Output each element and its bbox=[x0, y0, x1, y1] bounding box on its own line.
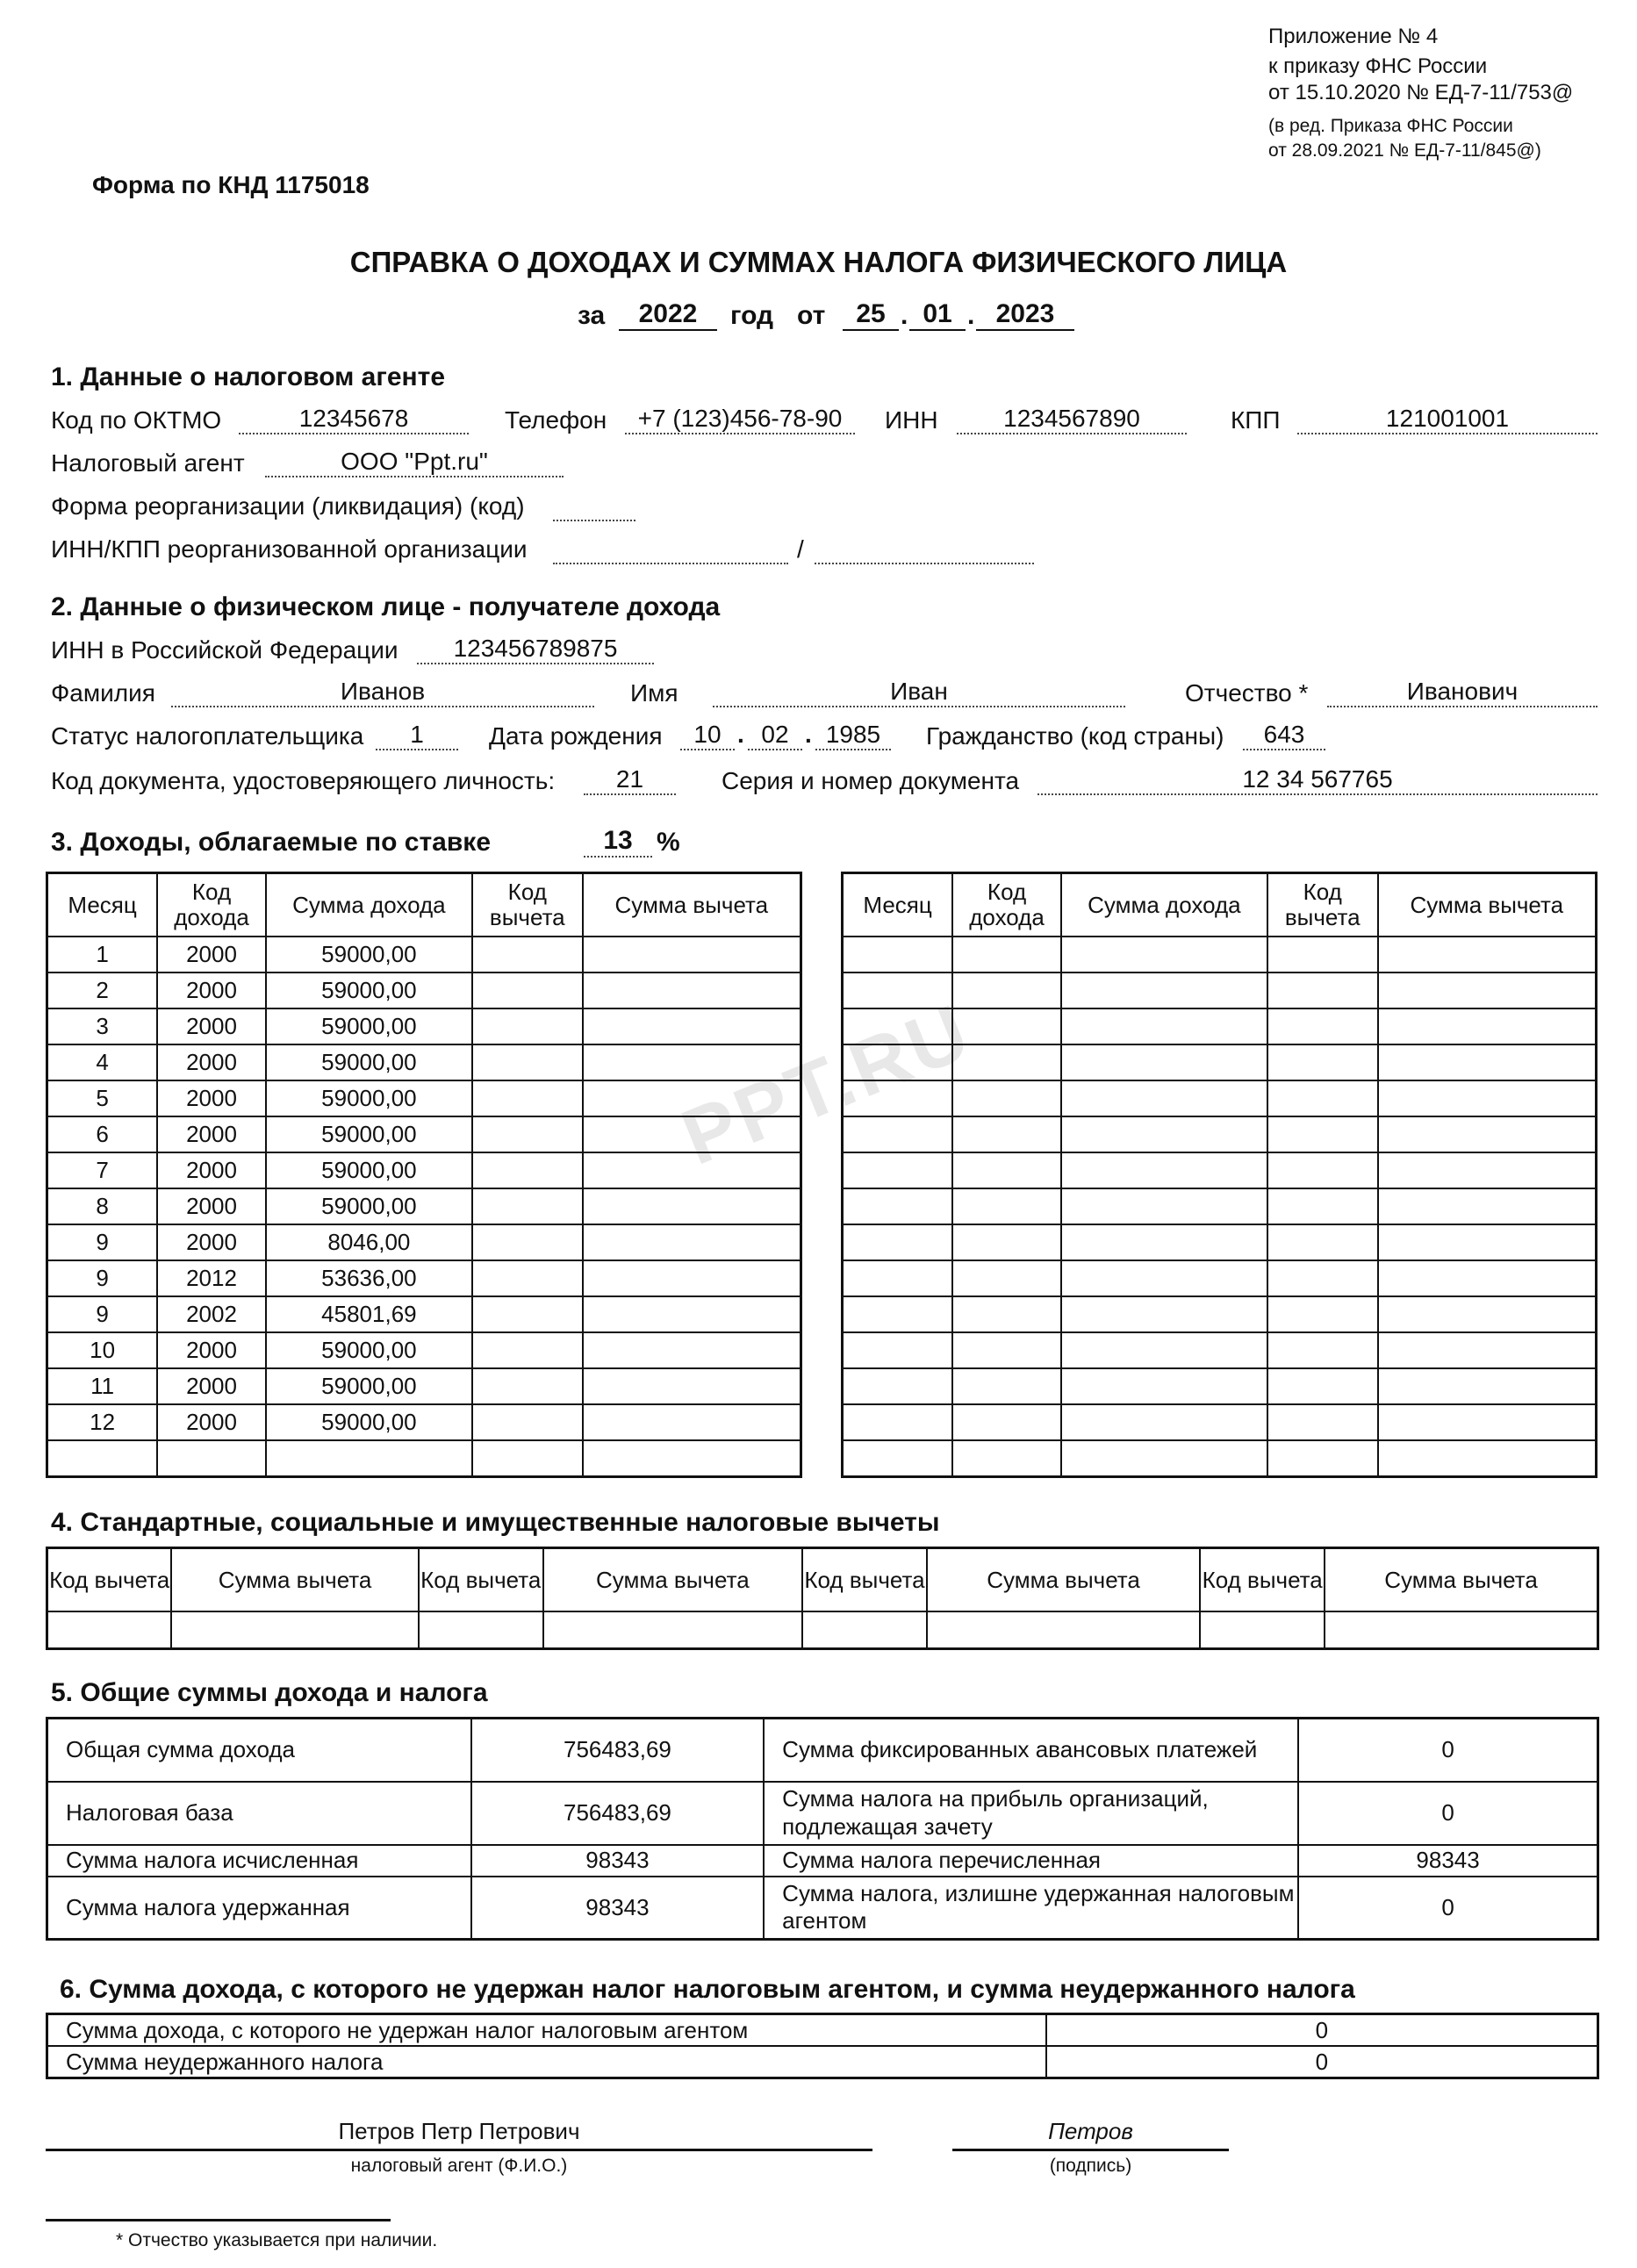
tax-withheld-label: Сумма налога удержанная bbox=[47, 1877, 471, 1940]
profit-tax-label: Сумма налога на прибыль организаций, подлежащая зачету bbox=[764, 1782, 1298, 1845]
cell-deduction-sum bbox=[583, 1008, 801, 1044]
table-row bbox=[47, 1296, 801, 1332]
cell-deduction-code bbox=[472, 1404, 583, 1440]
header-month: Месяц bbox=[843, 873, 953, 937]
table-row bbox=[843, 1296, 1597, 1332]
deduction-sum-header-2: Сумма вычета bbox=[543, 1548, 802, 1612]
cell-code: 2012 bbox=[157, 1260, 266, 1296]
name-field[interactable]: Иван bbox=[713, 678, 1125, 707]
kpp-label: КПП bbox=[1231, 406, 1281, 434]
header-deduction-sum: Сумма вычета bbox=[1378, 873, 1597, 937]
signature-text: Петров bbox=[1048, 2118, 1133, 2144]
section6-heading: 6. Сумма дохода, с которого не удержан налог налоговым агентом, и сумма неудержанного налога bbox=[60, 1975, 1355, 2004]
period-ot-label: от bbox=[797, 301, 826, 330]
table-row bbox=[843, 1224, 1597, 1260]
cell-code: 2000 bbox=[157, 1188, 266, 1224]
table-row bbox=[47, 1044, 801, 1080]
cell-code: 2002 bbox=[157, 1296, 266, 1332]
table-row bbox=[843, 1368, 1597, 1404]
doc-code-field[interactable]: 21 bbox=[584, 765, 676, 795]
table-row bbox=[47, 1260, 801, 1296]
agent-inn-field[interactable]: 1234567890 bbox=[957, 405, 1187, 434]
deductions-table bbox=[46, 1547, 1599, 1650]
birth-dot-2: . bbox=[805, 721, 812, 748]
oktmo-label: Код по ОКТМО bbox=[51, 406, 222, 434]
table-row bbox=[47, 1224, 801, 1260]
cell-month: 9 bbox=[47, 1296, 158, 1332]
table-row bbox=[47, 1008, 801, 1044]
cell-deduction-sum bbox=[583, 1152, 801, 1188]
income-table-right bbox=[841, 872, 1598, 1478]
cell-deduction-sum bbox=[583, 937, 801, 973]
form-code: Форма по КНД 1175018 bbox=[92, 171, 370, 198]
table-row bbox=[47, 973, 801, 1008]
cell-sum: 59000,00 bbox=[266, 1008, 472, 1044]
cell-code: 2000 bbox=[157, 1368, 266, 1404]
oktmo-field[interactable]: 12345678 bbox=[239, 405, 469, 434]
cell-deduction-code bbox=[472, 1188, 583, 1224]
tax-excess-label: Сумма налога, излишне удержанная налоговым агентом bbox=[764, 1877, 1298, 1940]
deduction-code-header-2: Код вычета bbox=[419, 1548, 543, 1612]
citizenship-label: Гражданство (код страны) bbox=[926, 722, 1224, 750]
deduction-sum-header-1: Сумма вычета bbox=[171, 1548, 418, 1612]
period-za-label: за bbox=[578, 301, 606, 330]
doc-code-label: Код документа, удостоверяющего личность: bbox=[51, 767, 556, 794]
table-row bbox=[843, 1152, 1597, 1188]
cell-sum: 59000,00 bbox=[266, 1044, 472, 1080]
cell-month: 6 bbox=[47, 1116, 158, 1152]
cell-deduction-code bbox=[472, 1224, 583, 1260]
tax-rate-field[interactable]: 13 bbox=[584, 826, 652, 858]
period-dot-2: . bbox=[967, 301, 975, 330]
percent-sign: % bbox=[657, 828, 680, 857]
cell-month: 2 bbox=[47, 973, 158, 1008]
reorg-form-label: Форма реорганизации (ликвидация) (код) bbox=[51, 492, 525, 520]
tax-calc-value: 98343 bbox=[471, 1845, 764, 1877]
signature-line bbox=[952, 2149, 1229, 2151]
table-row bbox=[843, 1260, 1597, 1296]
table-row bbox=[47, 1368, 801, 1404]
cell-code: 2000 bbox=[157, 1332, 266, 1368]
cell-code: 2000 bbox=[157, 1152, 266, 1188]
table-row bbox=[843, 1404, 1597, 1440]
table-row bbox=[843, 1008, 1597, 1044]
total-income-value: 756483,69 bbox=[471, 1719, 764, 1782]
cell-sum: 53636,00 bbox=[266, 1260, 472, 1296]
cell-sum: 59000,00 bbox=[266, 1332, 472, 1368]
tax-not-withheld-label: Сумма неудержанного налога bbox=[47, 2046, 1046, 2078]
section3-heading: 3. Доходы, облагаемые по ставке bbox=[51, 828, 492, 857]
birth-year-field[interactable]: 1985 bbox=[815, 721, 891, 750]
appendix-line-4: (в ред. Приказа ФНС России bbox=[1268, 116, 1513, 136]
cell-month: 12 bbox=[47, 1404, 158, 1440]
header-deduction-code: Код вычета bbox=[472, 873, 583, 937]
tax-withheld-value: 98343 bbox=[471, 1877, 764, 1940]
cell-deduction-sum bbox=[583, 1332, 801, 1368]
cell-deduction-sum bbox=[583, 1044, 801, 1080]
phone-field[interactable]: +7 (123)456-78-90 bbox=[625, 405, 855, 434]
cell-deduction-code bbox=[472, 1116, 583, 1152]
cell-code: 2000 bbox=[157, 1404, 266, 1440]
table-row bbox=[843, 1332, 1597, 1368]
table-row bbox=[843, 973, 1597, 1008]
cell-sum bbox=[266, 1440, 472, 1477]
cell-deduction-sum bbox=[583, 1260, 801, 1296]
cell-month: 9 bbox=[47, 1224, 158, 1260]
cell-sum: 59000,00 bbox=[266, 973, 472, 1008]
table-row bbox=[47, 937, 801, 973]
reorg-innkpp-label: ИНН/КПП реорганизованной организации bbox=[51, 535, 528, 563]
signature-caption: (подпись) bbox=[1049, 2156, 1132, 2176]
header-deduction-sum: Сумма вычета bbox=[583, 873, 801, 937]
person-inn-field[interactable]: 123456789875 bbox=[417, 635, 654, 664]
watermark: PPT.RU bbox=[670, 987, 984, 1182]
period-year: 2022 bbox=[619, 299, 717, 331]
section2-heading: 2. Данные о физическом лице - получателе дохода bbox=[51, 592, 721, 621]
period-dot-1: . bbox=[901, 301, 908, 330]
citizenship-field[interactable]: 643 bbox=[1243, 721, 1325, 750]
table-row bbox=[47, 1080, 801, 1116]
cell-code: 2000 bbox=[157, 973, 266, 1008]
cell-deduction-code bbox=[472, 1152, 583, 1188]
surname-field[interactable]: Иванов bbox=[171, 678, 594, 707]
table-row bbox=[843, 1080, 1597, 1116]
table-row bbox=[47, 1404, 801, 1440]
birth-dot-1: . bbox=[737, 721, 744, 748]
income-table-left bbox=[46, 872, 802, 1478]
cell-sum: 45801,69 bbox=[266, 1296, 472, 1332]
appendix-line-1: Приложение № 4 bbox=[1268, 25, 1439, 48]
total-income-label: Общая сумма дохода bbox=[47, 1719, 471, 1782]
deduction-sum-header-4: Сумма вычета bbox=[1325, 1548, 1598, 1612]
table-row bbox=[47, 1440, 801, 1477]
cell-deduction-sum bbox=[583, 1188, 801, 1224]
period-month: 01 bbox=[909, 299, 966, 331]
table-row bbox=[47, 1152, 801, 1188]
footnote-divider bbox=[46, 2219, 391, 2221]
cell-code: 2000 bbox=[157, 1116, 266, 1152]
agent-inn-label: ИНН bbox=[885, 406, 938, 434]
cell-deduction-sum bbox=[583, 1368, 801, 1404]
table-row bbox=[843, 1116, 1597, 1152]
fixed-advance-value: 0 bbox=[1298, 1719, 1598, 1782]
income-not-withheld-value: 0 bbox=[1046, 2014, 1598, 2047]
cell-code: 2000 bbox=[157, 1044, 266, 1080]
tax-transferred-value: 98343 bbox=[1298, 1845, 1598, 1877]
cell-deduction-code bbox=[472, 1368, 583, 1404]
person-inn-label: ИНН в Российской Федерации bbox=[51, 636, 398, 664]
cell-deduction-sum bbox=[583, 973, 801, 1008]
income-not-withheld-label: Сумма дохода, с которого не удержан налог налоговым агентом bbox=[47, 2014, 1046, 2047]
reorg-form-field[interactable] bbox=[553, 491, 635, 521]
status-field[interactable]: 1 bbox=[376, 721, 458, 750]
phone-label: Телефон bbox=[505, 406, 607, 434]
totals-table bbox=[46, 1717, 1599, 1941]
cell-code: 2000 bbox=[157, 1008, 266, 1044]
cell-deduction-sum bbox=[583, 1224, 801, 1260]
deduction-sum-header-3: Сумма вычета bbox=[927, 1548, 1200, 1612]
birth-label: Дата рождения bbox=[489, 722, 663, 750]
tax-base-label: Налоговая база bbox=[47, 1782, 471, 1845]
table-row bbox=[843, 1188, 1597, 1224]
reorg-inn-field[interactable] bbox=[553, 534, 788, 564]
cell-sum: 59000,00 bbox=[266, 1368, 472, 1404]
reorg-slash: / bbox=[797, 535, 804, 563]
cell-deduction-code bbox=[472, 1260, 583, 1296]
cell-month: 7 bbox=[47, 1152, 158, 1188]
period-date-year: 2023 bbox=[976, 299, 1074, 331]
kpp-field[interactable]: 121001001 bbox=[1297, 405, 1598, 434]
cell-month: 10 bbox=[47, 1332, 158, 1368]
cell-deduction-code bbox=[472, 973, 583, 1008]
section4-heading: 4. Стандартные, социальные и имущественные налоговые вычеты bbox=[51, 1508, 940, 1537]
cell-sum: 59000,00 bbox=[266, 1404, 472, 1440]
cell-deduction-code bbox=[472, 1296, 583, 1332]
surname-label: Фамилия bbox=[51, 679, 155, 707]
cell-sum: 59000,00 bbox=[266, 1080, 472, 1116]
status-label: Статус налогоплательщика bbox=[51, 722, 364, 750]
table-row bbox=[843, 1044, 1597, 1080]
cell-deduction-code bbox=[472, 1440, 583, 1477]
header-deduction-code: Код вычета bbox=[1267, 873, 1378, 937]
cell-deduction-code bbox=[472, 1332, 583, 1368]
cell-code: 2000 bbox=[157, 1080, 266, 1116]
cell-sum: 59000,00 bbox=[266, 1188, 472, 1224]
cell-deduction-sum bbox=[583, 1296, 801, 1332]
cell-deduction-code bbox=[472, 1008, 583, 1044]
tax-agent-label: Налоговый агент bbox=[51, 449, 245, 477]
cell-month: 8 bbox=[47, 1188, 158, 1224]
cell-sum: 59000,00 bbox=[266, 937, 472, 973]
cell-month: 5 bbox=[47, 1080, 158, 1116]
cell-sum: 59000,00 bbox=[266, 1152, 472, 1188]
cell-deduction-sum bbox=[583, 1080, 801, 1116]
appendix-line-2: к приказу ФНС России bbox=[1268, 54, 1488, 78]
name-label: Имя bbox=[630, 679, 678, 707]
cell-deduction-sum bbox=[583, 1404, 801, 1440]
document-title: СПРАВКА О ДОХОДАХ И СУММАХ НАЛОГА ФИЗИЧЕСКОГО ЛИЦА bbox=[349, 246, 1288, 278]
birth-month-field[interactable]: 02 bbox=[748, 721, 802, 750]
period-god-label: год bbox=[730, 301, 774, 330]
agent-name-line bbox=[46, 2149, 872, 2151]
cell-deduction-code bbox=[472, 1080, 583, 1116]
tax-excess-value: 0 bbox=[1298, 1877, 1598, 1940]
cell-code: 2000 bbox=[157, 937, 266, 973]
header-income-code: Код дохода bbox=[157, 873, 266, 937]
header-income-sum: Сумма дохода bbox=[266, 873, 472, 937]
patronymic-field[interactable]: Иванович bbox=[1327, 678, 1598, 707]
deduction-code-header-1: Код вычета bbox=[47, 1548, 172, 1612]
cell-deduction-code bbox=[472, 1044, 583, 1080]
table-row bbox=[47, 1188, 801, 1224]
cell-month bbox=[47, 1440, 158, 1477]
cell-month: 9 bbox=[47, 1260, 158, 1296]
deduction-code-header-4: Код вычета bbox=[1200, 1548, 1325, 1612]
agent-caption: налоговый агент (Ф.И.О.) bbox=[350, 2156, 568, 2176]
tax-base-value: 756483,69 bbox=[471, 1782, 764, 1845]
appendix-line-3: от 15.10.2020 № ЕД-7-11/753@ bbox=[1268, 81, 1574, 104]
cell-deduction-sum bbox=[583, 1116, 801, 1152]
table-row bbox=[47, 1116, 801, 1152]
deduction-code-header-3: Код вычета bbox=[802, 1548, 927, 1612]
table-row bbox=[843, 937, 1597, 973]
doc-number-field[interactable]: 12 34 567765 bbox=[1037, 765, 1598, 795]
cell-sum: 59000,00 bbox=[266, 1116, 472, 1152]
cell-month: 1 bbox=[47, 937, 158, 973]
tax-transferred-label: Сумма налога перечисленная bbox=[764, 1845, 1298, 1877]
header-income-code: Код дохода bbox=[952, 873, 1061, 937]
fixed-advance-label: Сумма фиксированных авансовых платежей bbox=[764, 1719, 1298, 1782]
cell-deduction-sum bbox=[583, 1440, 801, 1477]
appendix-line-5: от 28.09.2021 № ЕД-7-11/845@) bbox=[1268, 140, 1541, 161]
tax-not-withheld-value: 0 bbox=[1046, 2046, 1598, 2078]
table-row bbox=[47, 1332, 801, 1368]
period-day: 25 bbox=[843, 299, 899, 331]
header-income-sum: Сумма дохода bbox=[1061, 873, 1267, 937]
cell-code bbox=[157, 1440, 266, 1477]
tax-calc-label: Сумма налога исчисленная bbox=[47, 1845, 471, 1877]
table-row bbox=[843, 1440, 1597, 1477]
patronymic-label: Отчество * bbox=[1185, 679, 1309, 707]
tax-agent-field[interactable]: ООО "Ppt.ru" bbox=[265, 448, 564, 477]
header-month: Месяц bbox=[47, 873, 158, 937]
footnote: * Отчество указывается при наличии. bbox=[116, 2230, 438, 2250]
cell-month: 3 bbox=[47, 1008, 158, 1044]
cell-deduction-code bbox=[472, 937, 583, 973]
cell-month: 11 bbox=[47, 1368, 158, 1404]
cell-sum: 8046,00 bbox=[266, 1224, 472, 1260]
table-row bbox=[47, 1611, 1598, 1649]
section5-heading: 5. Общие суммы дохода и налога bbox=[51, 1678, 488, 1707]
agent-name: Петров Петр Петрович bbox=[338, 2118, 580, 2144]
reorg-kpp-field[interactable] bbox=[815, 534, 1034, 564]
doc-number-label: Серия и номер документа bbox=[722, 767, 1020, 794]
profit-tax-value: 0 bbox=[1298, 1782, 1598, 1845]
section1-heading: 1. Данные о налоговом агенте bbox=[51, 362, 446, 391]
unwithheld-table bbox=[46, 2013, 1599, 2079]
cell-month: 4 bbox=[47, 1044, 158, 1080]
cell-code: 2000 bbox=[157, 1224, 266, 1260]
birth-day-field[interactable]: 10 bbox=[680, 721, 735, 750]
